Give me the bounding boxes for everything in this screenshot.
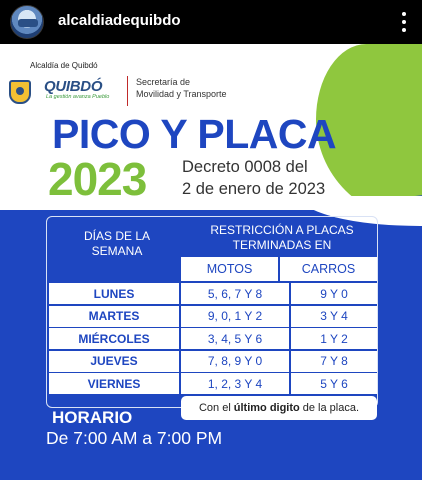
header-restriction bbox=[185, 223, 379, 253]
horario-time: De 7:00 AM a 7:00 PM bbox=[46, 428, 223, 448]
quibdo-logo: QUIBDÓ bbox=[44, 78, 103, 95]
header-restr-line1: RESTRICCIÓN A PLACAS bbox=[210, 223, 354, 237]
table-row bbox=[49, 283, 375, 304]
username[interactable]: alcaldiadequibdo bbox=[58, 12, 181, 29]
motos-cell: 3, 4, 5 Y 6 bbox=[181, 328, 289, 349]
carros-cell: 7 Y 8 bbox=[291, 351, 377, 372]
table-note bbox=[181, 396, 377, 420]
table-row bbox=[49, 328, 375, 349]
col-carros: CARROS bbox=[301, 262, 356, 276]
header-days bbox=[57, 229, 177, 259]
motos-cell: 5, 6, 7 Y 8 bbox=[181, 283, 289, 304]
day-cell: LUNES bbox=[49, 283, 179, 304]
post-image[interactable] bbox=[0, 44, 422, 480]
day-cell: MARTES bbox=[49, 306, 179, 327]
profile-avatar[interactable] bbox=[10, 5, 44, 39]
carros-cell: 3 Y 4 bbox=[291, 306, 377, 327]
table-row bbox=[49, 351, 375, 372]
dot bbox=[402, 20, 406, 24]
carros-cell: 1 Y 2 bbox=[291, 328, 377, 349]
logo-block bbox=[0, 56, 250, 112]
carros-cell: 9 Y 0 bbox=[291, 283, 377, 304]
motos-cell: 9, 0, 1 Y 2 bbox=[181, 306, 289, 327]
note-post: de la placa. bbox=[302, 402, 360, 414]
year-label: 2023 bbox=[48, 153, 147, 205]
header-restr-line2: TERMINADAS EN bbox=[232, 238, 332, 252]
secretaria-line1: Secretaría de bbox=[136, 77, 191, 87]
day-cell: JUEVES bbox=[49, 351, 179, 372]
secretaria-line2: Movilidad y Transporte bbox=[136, 89, 227, 99]
schedule-table bbox=[46, 216, 378, 414]
quibdo-slogan: La gestión avanza Pueblo bbox=[46, 94, 110, 100]
table-row bbox=[49, 306, 375, 327]
day-cell: MIÉRCOLES bbox=[49, 328, 179, 349]
note-pre: Con el bbox=[198, 402, 231, 414]
secretaria-label bbox=[136, 76, 256, 100]
decree-text bbox=[182, 156, 382, 200]
note-bold: último digito bbox=[233, 402, 300, 414]
alcaldia-label: Alcaldía de Quibdó bbox=[30, 61, 98, 70]
motos-cell: 7, 8, 9 Y 0 bbox=[181, 351, 289, 372]
coat-of-arms-icon bbox=[9, 80, 31, 104]
day-cell: VIERNES bbox=[49, 373, 179, 394]
decree-line1: Decreto 0008 del bbox=[182, 158, 308, 176]
horario-title: HORARIO bbox=[52, 408, 133, 427]
header-days-line1: DÍAS DE LA bbox=[83, 229, 151, 243]
decree-line2: 2 de enero de 2023 bbox=[182, 180, 326, 198]
page-title: PICO Y PLACA bbox=[52, 111, 337, 157]
header-days-line2: SEMANA bbox=[91, 244, 143, 258]
dot bbox=[402, 28, 406, 32]
subheader-row bbox=[181, 257, 377, 281]
logo-divider bbox=[127, 76, 128, 106]
col-motos: MOTOS bbox=[206, 262, 253, 276]
post-header bbox=[0, 0, 422, 44]
table-row bbox=[49, 373, 375, 394]
motos-cell: 1, 2, 3 Y 4 bbox=[181, 373, 289, 394]
carros-cell: 5 Y 6 bbox=[291, 373, 377, 394]
dot bbox=[402, 12, 406, 16]
more-options-icon[interactable] bbox=[398, 8, 410, 36]
table-body bbox=[49, 283, 375, 396]
